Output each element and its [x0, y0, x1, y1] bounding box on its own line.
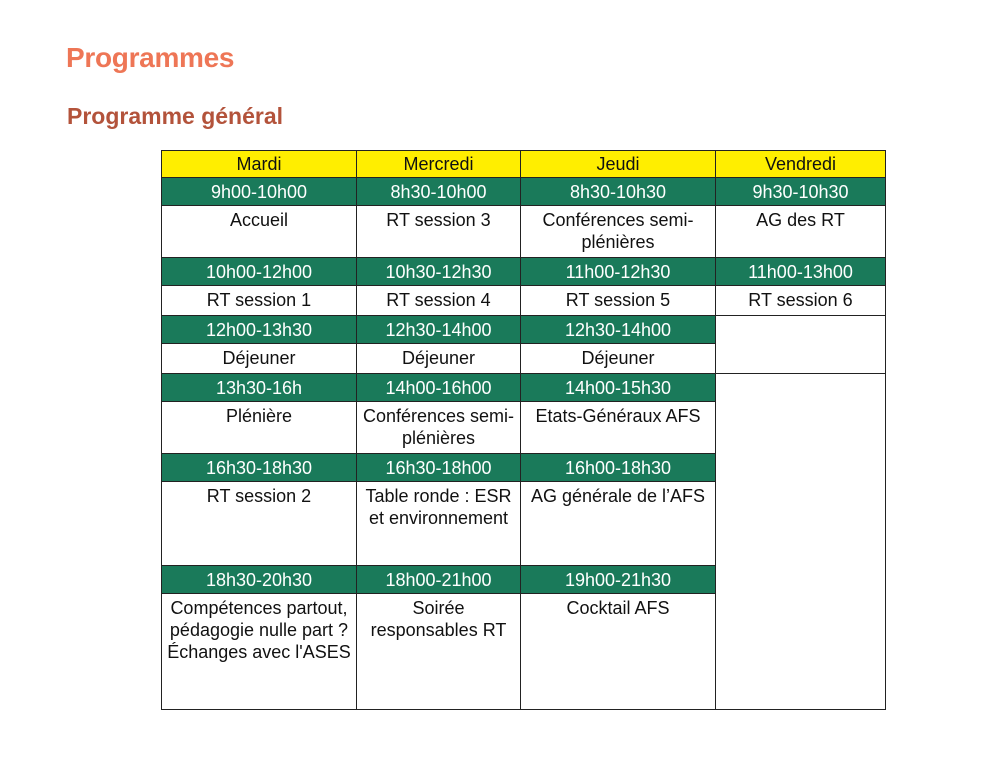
event-cell: Etats-Généraux AFS	[521, 402, 716, 454]
time-slot: 9h00-10h00	[162, 178, 357, 206]
event-cell: RT session 3	[357, 206, 521, 258]
time-slot: 16h30-18h00	[357, 454, 521, 482]
event-cell: Plénière	[162, 402, 357, 454]
event-row	[162, 206, 886, 258]
time-slot: 16h00-18h30	[521, 454, 716, 482]
time-slot: 18h30-20h30	[162, 566, 357, 594]
time-slot: 9h30-10h30	[716, 178, 886, 206]
program-table	[161, 150, 886, 710]
time-slot: 12h30-14h00	[521, 316, 716, 344]
day-header-jeudi: Jeudi	[521, 151, 716, 178]
event-cell: RT session 5	[521, 286, 716, 316]
empty-cell	[716, 374, 886, 710]
event-cell: Conférences semi-plénières	[357, 402, 521, 454]
event-cell: AG des RT	[716, 206, 886, 258]
time-slot: 8h30-10h00	[357, 178, 521, 206]
event-cell: RT session 1	[162, 286, 357, 316]
time-slot: 10h30-12h30	[357, 258, 521, 286]
time-row	[162, 258, 886, 286]
time-slot: 11h00-12h30	[521, 258, 716, 286]
time-slot: 16h30-18h30	[162, 454, 357, 482]
event-cell: AG générale de l’AFS	[521, 482, 716, 566]
day-header-vendredi: Vendredi	[716, 151, 886, 178]
event-cell: RT session 6	[716, 286, 886, 316]
event-cell: Table ronde : ESR et environnement	[357, 482, 521, 566]
time-slot: 8h30-10h30	[521, 178, 716, 206]
time-slot: 18h00-21h00	[357, 566, 521, 594]
event-cell: Cocktail AFS	[521, 594, 716, 710]
event-cell: Déjeuner	[162, 344, 357, 374]
event-cell: Conférences semi-plénières	[521, 206, 716, 258]
time-row	[162, 178, 886, 206]
event-cell: Déjeuner	[521, 344, 716, 374]
time-slot: 11h00-13h00	[716, 258, 886, 286]
event-cell: Accueil	[162, 206, 357, 258]
time-slot: 12h30-14h00	[357, 316, 521, 344]
section-title: Programme général	[67, 103, 284, 129]
event-cell: Déjeuner	[357, 344, 521, 374]
time-row	[162, 374, 886, 402]
time-slot: 14h00-15h30	[521, 374, 716, 402]
event-cell: Compétences partout, pédagogie nulle part ? Échanges avec l'ASES	[162, 594, 357, 710]
event-row	[162, 286, 886, 316]
time-slot: 12h00-13h30	[162, 316, 357, 344]
page-title: Programmes	[66, 42, 235, 73]
event-cell: Soirée responsables RT	[357, 594, 521, 710]
event-cell: RT session 2	[162, 482, 357, 566]
event-cell: RT session 4	[357, 286, 521, 316]
time-slot: 13h30-16h	[162, 374, 357, 402]
empty-cell	[716, 316, 886, 374]
day-header-row	[162, 151, 886, 178]
time-slot: 14h00-16h00	[357, 374, 521, 402]
time-row	[162, 316, 886, 344]
time-slot: 10h00-12h00	[162, 258, 357, 286]
day-header-mardi: Mardi	[162, 151, 357, 178]
day-header-mercredi: Mercredi	[357, 151, 521, 178]
time-slot: 19h00-21h30	[521, 566, 716, 594]
